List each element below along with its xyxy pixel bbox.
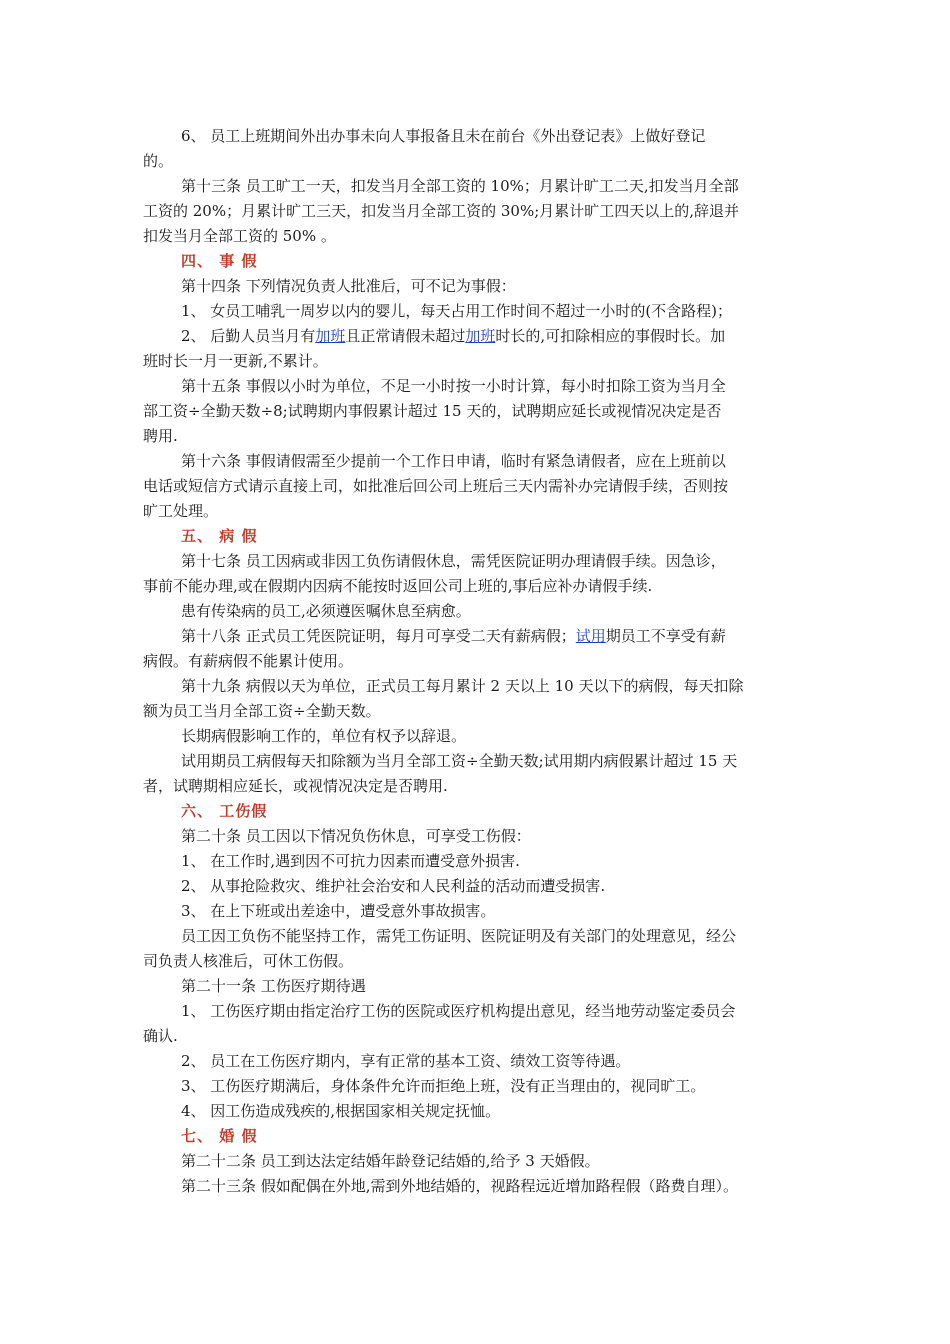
paragraph-line: 第二十二条 员工到达法定结婚年龄登记结婚的,给予 3 天婚假。 xyxy=(181,1152,600,1170)
line-text: 时长的,可扣除相应的事假时长。加 xyxy=(495,327,726,345)
paragraph-continuation: 的。 xyxy=(143,152,174,170)
paragraph-continuation: 司负责人核准后，可休工伤假。 xyxy=(143,952,354,970)
paragraph-line: 4、 因工伤造成残疾的,根据国家相关规定抚恤。 xyxy=(181,1102,501,1120)
paragraph-line: 第十三条 员工旷工一天，扣发当月全部工资的 10%；月累计旷工二天,扣发当月全部 xyxy=(181,177,739,195)
paragraph-line: 2、 员工在工伤医疗期内，享有正常的基本工资、绩效工资等待遇。 xyxy=(181,1052,631,1070)
paragraph-continuation: 部工资÷全勤天数÷8;试聘期内事假累计超过 15 天的，试聘期应延长或视情况决定是否 xyxy=(143,402,722,420)
inline-link[interactable]: 加班 xyxy=(315,327,346,345)
paragraph-line: 长期病假影响工作的，单位有权予以辞退。 xyxy=(181,727,467,745)
paragraph-continuation: 病假。有薪病假不能累计使用。 xyxy=(143,652,354,670)
paragraph-continuation: 聘用. xyxy=(143,427,178,445)
paragraph-line: 试用期员工病假每天扣除额为当月全部工资÷全勤天数;试用期内病假累计超过 15 天 xyxy=(181,752,738,770)
paragraph-line: 6、 员工上班期间外出办事未向人事报备且未在前台《外出登记表》上做好登记 xyxy=(181,127,706,145)
paragraph-line: 员工因工负伤不能坚持工作，需凭工伤证明、医院证明及有关部门的处理意见，经公 xyxy=(181,927,737,945)
paragraph-line xyxy=(143,624,813,649)
paragraph-line: 第二十一条 工伤医疗期待遇 xyxy=(181,977,366,995)
inline-link[interactable]: 加班 xyxy=(465,327,496,345)
paragraph-line: 第十九条 病假以天为单位，正式员工每月累计 2 天以上 10 天以下的病假，每天扣除 xyxy=(181,677,744,695)
line-text: 第十八条 正式员工凭医院证明，每月可享受二天有薪病假； xyxy=(181,627,576,645)
paragraph-line: 3、 工伤医疗期满后，身体条件允许而拒绝上班，没有正当理由的，视同旷工。 xyxy=(181,1077,706,1095)
paragraph-continuation: 确认. xyxy=(143,1027,178,1045)
paragraph-line: 第十五条 事假以小时为单位，不足一小时按一小时计算，每小时扣除工资为当月全 xyxy=(181,377,726,395)
paragraph-continuation: 事前不能办理,或在假期内因病不能按时返回公司上班的,事后应补办请假手续. xyxy=(143,577,653,595)
paragraph-line: 第十七条 员工因病或非因工负伤请假休息，需凭医院证明办理请假手续。因急诊， xyxy=(181,552,726,570)
section-heading: 五、 病 假 xyxy=(181,527,258,545)
paragraph-line: 第十六条 事假请假需至少提前一个工作日申请，临时有紧急请假者，应在上班前以 xyxy=(181,452,726,470)
paragraph-continuation: 班时长一月一更新,不累计。 xyxy=(143,352,328,370)
paragraph-continuation: 电话或短信方式请示直接上司，如批准后回公司上班后三天内需补办完请假手续，否则按 xyxy=(143,477,729,495)
paragraph-line: 第二十条 员工因以下情况负伤休息，可享受工伤假： xyxy=(181,827,531,845)
paragraph-line: 第十四条 下列情况负责人批准后，可不记为事假： xyxy=(181,277,516,295)
document-body xyxy=(143,124,813,1199)
paragraph-continuation: 旷工处理。 xyxy=(143,502,219,520)
section-heading: 七、 婚 假 xyxy=(181,1127,258,1145)
line-text: 2、 后勤人员当月有 xyxy=(181,327,316,345)
section-heading: 四、 事 假 xyxy=(181,252,258,270)
section-heading: 六、 工伤假 xyxy=(181,802,268,820)
paragraph-line: 1、 工伤医疗期由指定治疗工伤的医院或医疗机构提出意见，经当地劳动鉴定委员会 xyxy=(181,1002,736,1020)
paragraph-line xyxy=(143,324,813,349)
paragraph-line: 1、 女员工哺乳一周岁以内的婴儿，每天占用工作时间不超过一小时的(不含路程)； xyxy=(181,302,733,320)
paragraph-continuation: 者，试聘期相应延长，或视情况决定是否聘用. xyxy=(143,777,448,795)
paragraph-continuation: 额为员工当月全部工资÷全勤天数。 xyxy=(143,702,381,720)
line-text: 且正常请假未超过 xyxy=(345,327,466,345)
inline-link[interactable]: 试用 xyxy=(575,627,606,645)
paragraph-line: 患有传染病的员工,必须遵医嘱休息至病愈。 xyxy=(181,602,471,620)
line-text: 期员工不享受有薪 xyxy=(605,627,726,645)
paragraph-line: 2、 从事抢险救灾、维护社会治安和人民利益的活动而遭受损害. xyxy=(181,877,606,895)
paragraph-line: 1、 在工作时,遇到因不可抗力因素而遭受意外损害. xyxy=(181,852,520,870)
paragraph-line: 3、 在上下班或出差途中，遭受意外事故损害。 xyxy=(181,902,496,920)
paragraph-continuation: 扣发当月全部工资的 50% 。 xyxy=(143,227,336,245)
paragraph-continuation: 工资的 20%；月累计旷工三天，扣发当月全部工资的 30%;月累计旷工四天以上的,辞退并 xyxy=(143,202,740,220)
paragraph-line: 第二十三条 假如配偶在外地,需到外地结婚的，视路程远近增加路程假（路费自理）。 xyxy=(181,1177,739,1195)
